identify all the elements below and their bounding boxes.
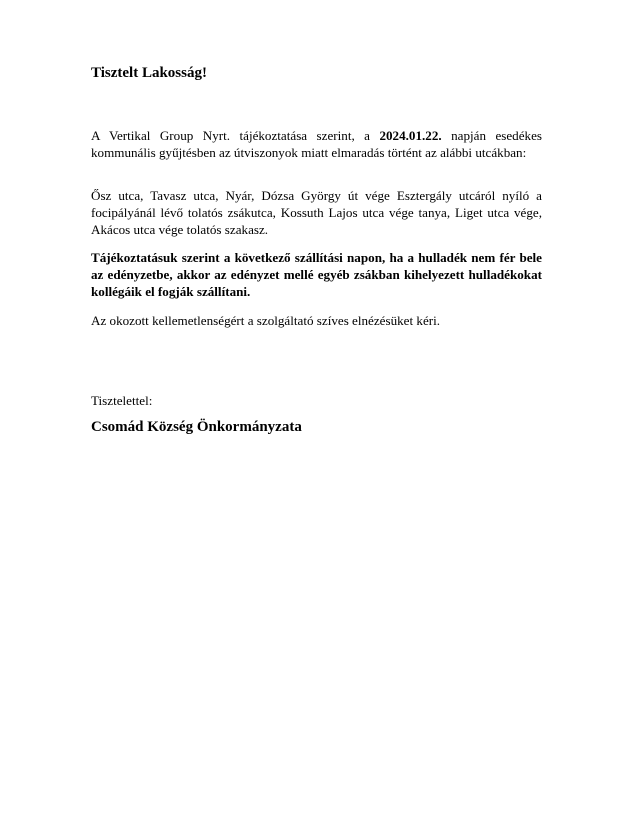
letter-page bbox=[91, 0, 542, 823]
missed-collection-date: 2024.01.22. bbox=[379, 128, 442, 143]
paragraph1-text-start: A Vertikal Group Nyrt. tájékoztatása szerint, a bbox=[91, 128, 380, 143]
paragraph-missed-collection bbox=[91, 127, 542, 161]
paragraph1-text-end: napján esedékes kommunális gyűjtésben az útviszonyok miatt elmaradás történt az alábbi utcákban: bbox=[91, 128, 542, 160]
paragraph-apology: Az okozott kellemetlenségért a szolgáltató szíves elnézésüket kéri. bbox=[91, 313, 441, 328]
paragraph-affected-streets: Ősz utca, Tavasz utca, Nyár, Dózsa György út vége Esztergály utcáról nyíló a focipályánál lévő tolatós zsákutca, Kossuth Lajos utca vége tanya, Liget utca vége, Akácos utca vége tolatós szakasz. bbox=[91, 188, 542, 237]
letter-greeting: Tisztelt Lakosság! bbox=[91, 65, 207, 81]
letter-signature: Csomád Község Önkormányzata bbox=[91, 419, 302, 435]
paragraph-next-collection-info: Tájékoztatásuk szerint a következő szállítási napon, ha a hulladék nem fér bele az edényzetbe, akkor az edényzet mellé egyéb zsákban kihelyezett hulladékokat kollégáik el fogják szállítani. bbox=[91, 250, 542, 299]
letter-closing: Tisztelettel: bbox=[91, 393, 153, 408]
